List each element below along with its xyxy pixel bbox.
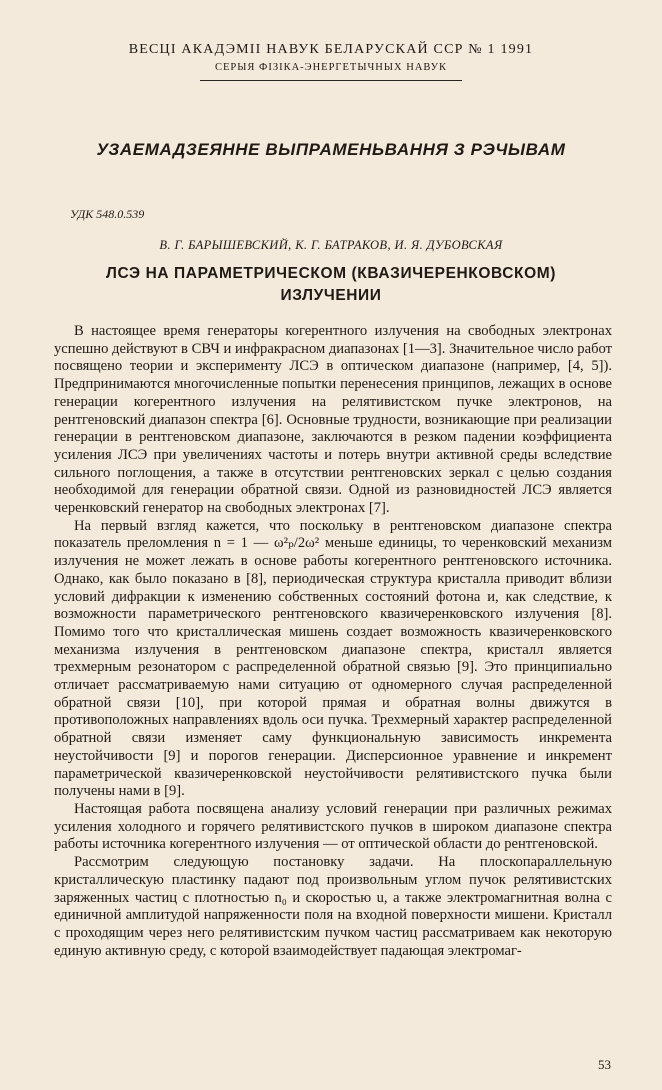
paragraph: На первый взгляд кажется, что поскольку в рентгеновском диапазоне спектра показатель преломления n = 1 — ω²ₚ/2ω² меньше единицы, то черенковский механизм излучения не может лежать в основе работы когерентного рентгеновского источника. Однако, как было показано в [8], периодическая структура кристалла приводит вблизи условий дифракции к изменению собственных состояний фотона и, как следствие, к возможности параметрического рентгеновского квазичеренковского излучения [8]. Помимо того что кристаллическая мишень создает возможность квазичеренковского механизма излучения в рентгеновском диапазоне спектра, кристалл является трехмерным резонатором с распределенной обратной связью [9]. Это принципиально отличает рассматриваемую нами ситуацию от одномерного случая распределенной обратной связи [10], при которой прямая и обратная волны движутся в противоположных направлениях вдоль оси пучка. Трехмерный характер распределенной обратной связи изменяет саму функциональную зависимость инкремента неустойчивости [9] и порогов генерации. Дисперсионное уравнение и инкремент параметрической квазичеренковской неустойчивости релятивистского пучка были получены нами в [9]. [54, 517, 612, 800]
journal-title: ВЕСЦІ АКАДЭМІІ НАВУК БЕЛАРУСКАЙ ССР № 1 1991 [128, 42, 534, 57]
authors: В. Г. БАРЫШЕВСКИЙ, К. Г. БАТРАКОВ, И. Я. ДУБОВСКАЯ [159, 238, 503, 252]
paragraph: В настоящее время генераторы когерентного излучения на свободных электронах успешно действуют в СВЧ и инфракрасном диапазонах [1—3]. Значительное число работ посвящено теории и эксперименту ЛСЭ в оптическом диапазоне (например, [4, 5]). Предпринимаются многочисленные попытки перенесения принципов, лежащих в основе генерации когерентного излучения на релятивистском пучке электронов, на рентгеновский диапазон спектра [6]. Основные трудности, возникающие при реализации генерации в рентгеновском диапазоне, заключаются в резком падении коэффициента усиления ЛСЭ при увеличениях частоты и потерь внутри активной среды вследствие сильного поглощения, а также в отсутствии рентгеновских зеркал с целью создания необходимой для генерации обратной связи. Одной из разновидностей ЛСЭ является черенковский генератор на свободных электронах [7]. [54, 323, 612, 517]
article-body [54, 323, 612, 960]
udc-code: УДК 548.0.539 [70, 207, 145, 221]
page-number: 53 [598, 1057, 611, 1072]
paragraph: Рассмотрим следующую постановку задачи. На плоскопараллельную кристаллическую пластинку падают под произвольным углом пучок релятивистских заряженных частиц с плотностью n₀ и скоростью u, а также электромагнитная волна с единичной амплитудой напряженности поля на входной поверхности мишени. Кристалл с проходящим через него релятивистским пучком частиц рассматриваем как некоторую единую активную среду, с которой взаимодействует падающая электромаг- [54, 854, 612, 959]
section-title: УЗАЕМАДЗЕЯННЕ ВЫПРАМЕНЬВАННЯ З РЭЧЫВАМ [96, 140, 566, 159]
article-title-line-2: ИЗЛУЧЕНИИ [280, 287, 382, 304]
paragraph: Настоящая работа посвящена анализу условий генерации при различных режимах усиления холодного и горячего релятивистского пучков в широком диапазоне спектра работы источника когерентного излучения — от оптической области до рентгеновской. [54, 800, 612, 853]
journal-series: СЕРЫЯ ФІЗІКА-ЭНЕРГЕТЫЧНЫХ НАВУК [214, 62, 448, 73]
header-rule [200, 80, 462, 81]
article-title-line-1: ЛСЭ НА ПАРАМЕТРИЧЕСКОМ (КВАЗИЧЕРЕНКОВСКОМ) [105, 265, 557, 282]
